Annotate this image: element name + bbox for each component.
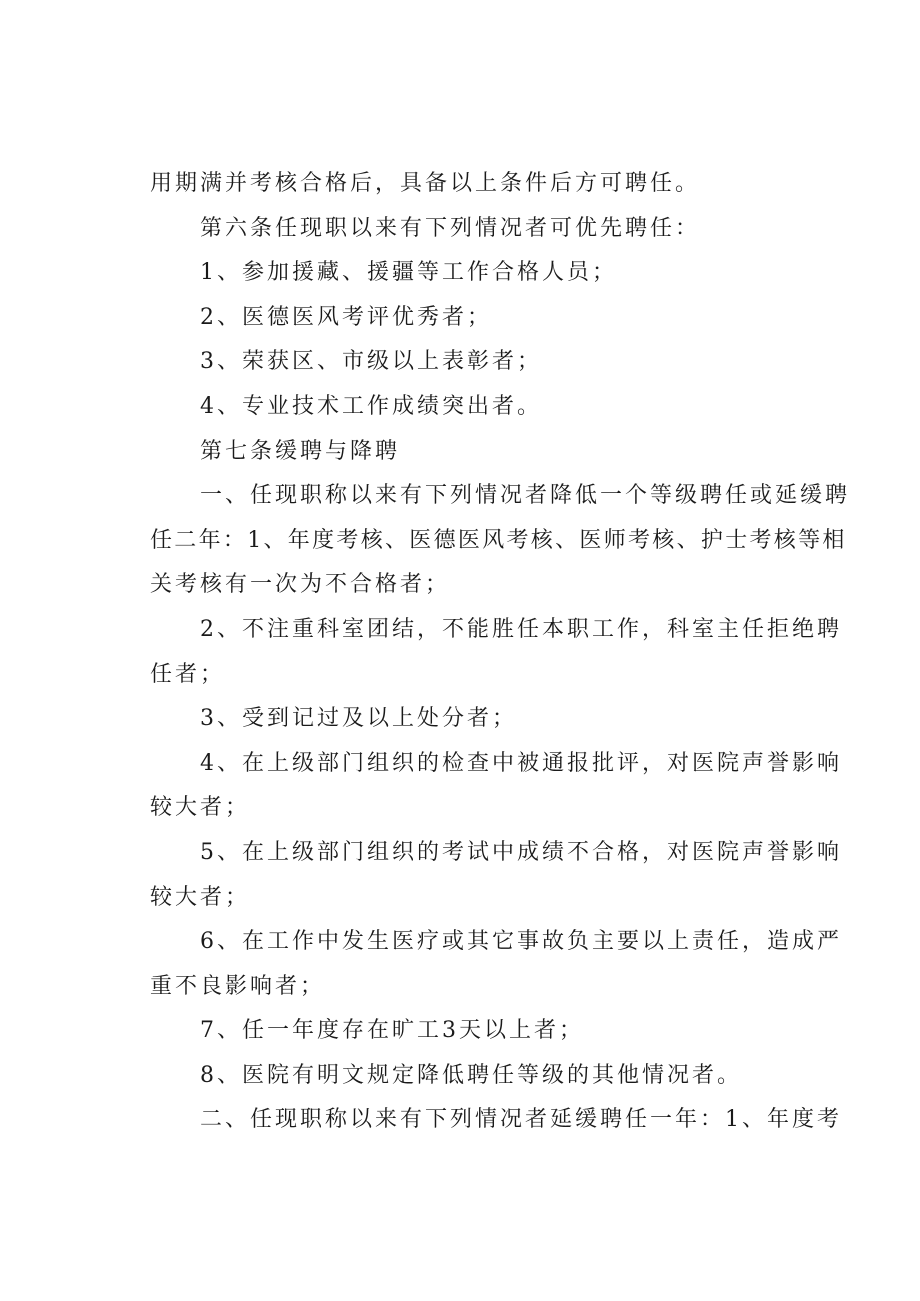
section-heading: 第七条缓聘与降聘	[200, 438, 401, 464]
document-body	[150, 162, 851, 1143]
text-line: 1、参加援藏、援疆等工作合格人员；	[200, 260, 617, 286]
text-line: 关考核有一次为不合格者；	[150, 572, 451, 598]
text-line: 3、受到记过及以上处分者；	[200, 706, 517, 732]
text-line: 一、任现职称以来有下列情况者降低一个等级聘任或延缓聘	[200, 483, 851, 509]
text-line: 较大者；	[150, 795, 251, 821]
text-line: 任二年：1、年度考核、医德医风考核、医师考核、护士考核等相	[150, 527, 847, 553]
text-line: 二、任现职称以来有下列情况者延缓聘任一年：1、年度考	[200, 1107, 842, 1133]
text-line: 较大者；	[150, 884, 251, 910]
text-line: 4、专业技术工作成绩突出者。	[200, 393, 542, 419]
text-line: 7、任一年度存在旷工3天以上者；	[200, 1018, 584, 1044]
text-line: 5、在上级部门组织的考试中成绩不合格，对医院声誉影响	[200, 839, 842, 865]
text-line: 用期满并考核合格后，具备以上条件后方可聘任。	[150, 171, 701, 196]
text-line: 任者；	[150, 661, 226, 687]
text-line: 8、医院有明文规定降低聘任等级的其他情况者。	[200, 1062, 742, 1088]
text-line: 2、医德医风考评优秀者；	[200, 304, 492, 330]
text-line: 第六条任现职以来有下列情况者可优先聘任：	[200, 215, 701, 241]
text-line: 6、在工作中发生医疗或其它事故负主要以上责任，造成严	[200, 929, 842, 955]
text-line: 4、在上级部门组织的检查中被通报批评，对医院声誉影响	[200, 750, 842, 776]
text-line: 3、荣获区、市级以上表彰者；	[200, 349, 542, 375]
text-line: 重不良影响者；	[150, 973, 326, 999]
text-line: 2、不注重科室团结，不能胜任本职工作，科室主任拒绝聘	[200, 616, 842, 642]
